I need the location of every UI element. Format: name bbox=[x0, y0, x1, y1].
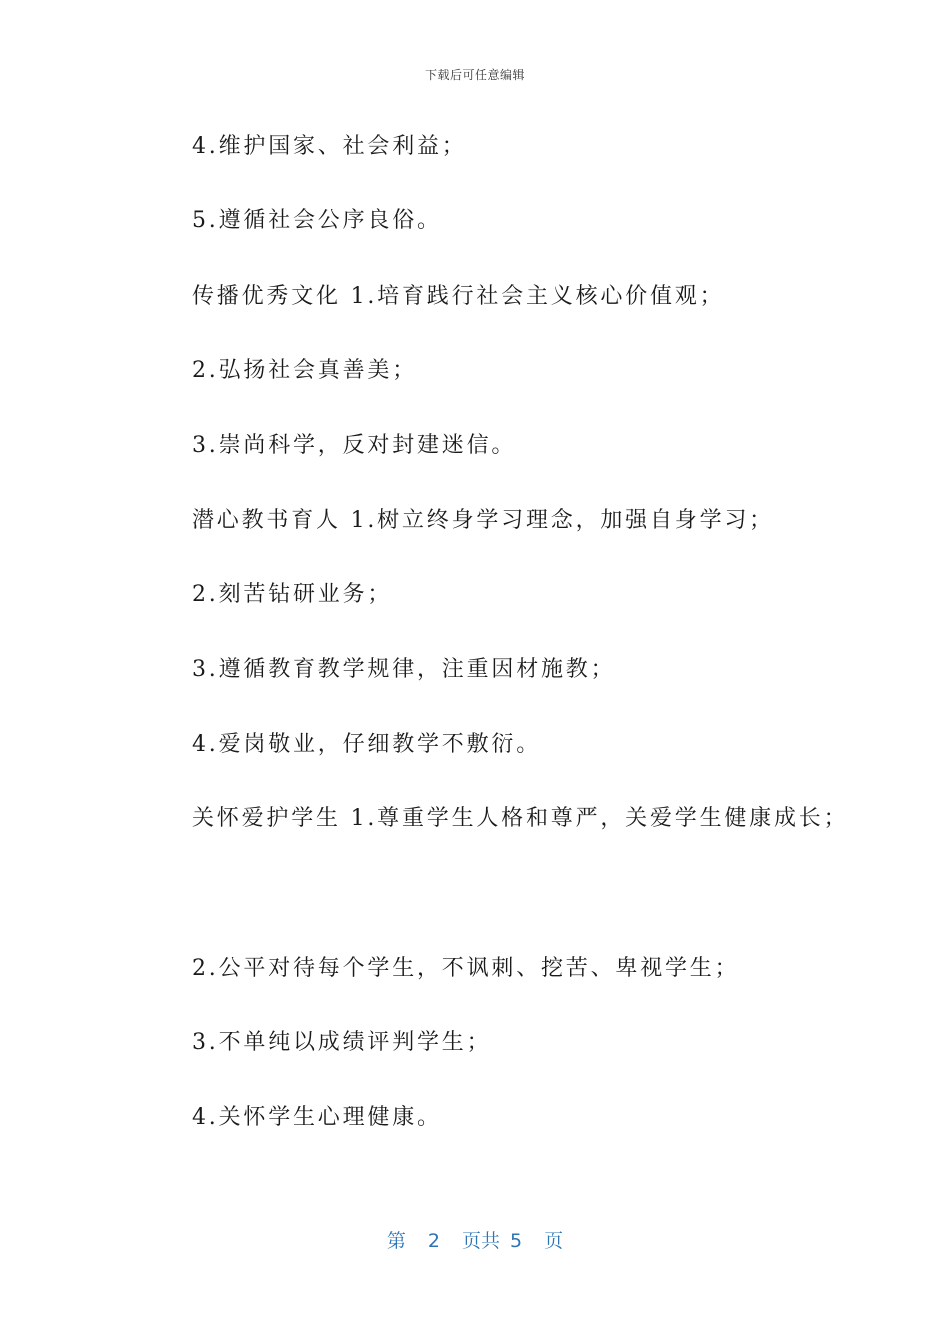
body-line: 4.关怀学生心理健康。 bbox=[192, 1105, 442, 1130]
body-line: 传播优秀文化 1.培育践行社会主义核心价值观； bbox=[192, 284, 725, 309]
body-line: 4.维护国家、社会利益； bbox=[192, 134, 467, 159]
body-line: 3.不单纯以成绩评判学生； bbox=[192, 1030, 492, 1055]
footer-suffix: 页 bbox=[544, 1230, 564, 1252]
footer-middle: 页共 bbox=[461, 1230, 500, 1252]
body-line: 关怀爱护学生 1.尊重学生人格和尊严，关爱学生健康成长； bbox=[192, 806, 849, 831]
header-note: 下载后可任意编辑 bbox=[424, 68, 525, 82]
body-line: 2.弘扬社会真善美； bbox=[192, 358, 417, 383]
page-footer bbox=[0, 1226, 950, 1253]
body-line: 4.爱岗敬业，仔细教学不敷衍。 bbox=[192, 732, 541, 757]
body-line: 潜心教书育人 1.树立终身学习理念，加强自身学习； bbox=[192, 508, 774, 533]
body-line: 3.遵循教育教学规律，注重因材施教； bbox=[192, 657, 616, 682]
footer-prefix: 第 bbox=[386, 1230, 406, 1252]
body-line: 3.崇尚科学，反对封建迷信。 bbox=[192, 433, 517, 458]
body-line: 2.公平对待每个学生，不讽刺、挖苦、卑视学生； bbox=[192, 956, 740, 981]
footer-total-pages: 5 bbox=[510, 1230, 523, 1252]
body-line: 5.遵循社会公序良俗。 bbox=[192, 208, 442, 233]
body-line: 2.刻苦钻研业务； bbox=[192, 582, 393, 607]
footer-current-page: 2 bbox=[427, 1230, 440, 1252]
